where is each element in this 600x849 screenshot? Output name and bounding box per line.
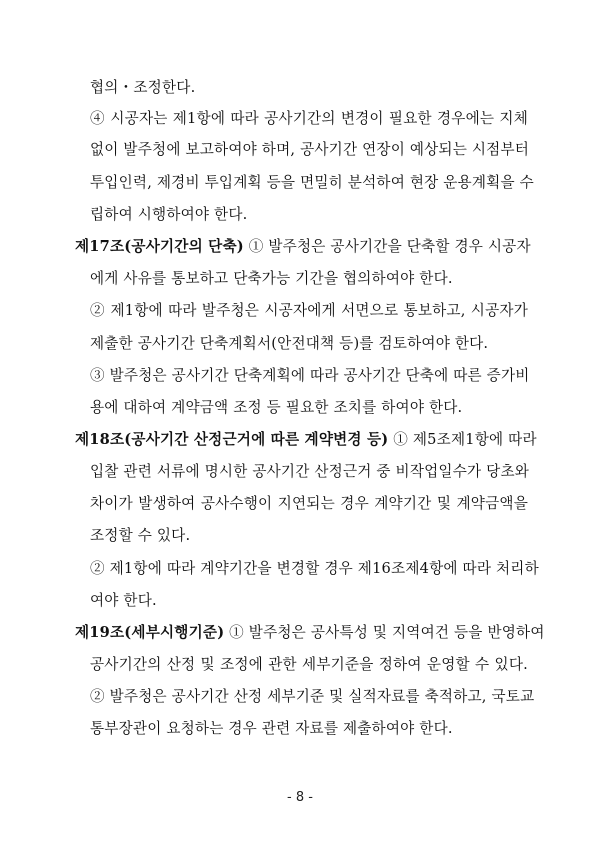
paragraph-line: 립하여 시행하여야 한다. [90, 206, 248, 223]
paragraph-line: 조정할 수 있다. [90, 527, 191, 544]
paragraph-line: 통부장관이 요청하는 경우 관련 자료를 제출하여야 한다. [90, 720, 453, 737]
article-19-title: 제19조(세부시행기준) [75, 624, 225, 641]
page-number: - 8 - [287, 790, 313, 805]
paragraph-line: 여야 한다. [90, 592, 157, 609]
paragraph-line: 에게 사유를 통보하고 단축가능 기간을 협의하여야 한다. [90, 270, 453, 287]
paragraph-line: 투입인력, 제경비 투입계획 등을 면밀히 분석하여 현장 운용계획을 수 [90, 174, 534, 191]
paragraph-line: ① 발주청은 공사특성 및 지역여건 등을 반영하여 [224, 624, 545, 641]
paragraph-line: ② 발주청은 공사기간 산정 세부기준 및 실적자료를 축적하고, 국토교 [90, 688, 535, 705]
paragraph-line: 협의・조정한다. [90, 79, 196, 96]
paragraph-line: 용에 대하여 계약금액 조정 등 필요한 조치를 하여야 한다. [90, 399, 463, 416]
paragraph-line: ② 제1항에 따라 계약기간을 변경할 경우 제16조제4항에 따라 처리하 [90, 560, 539, 577]
paragraph-line: ① 발주청은 공사기간을 단축할 경우 시공자 [243, 238, 531, 255]
paragraph-line: 제출한 공사기간 단축계획서(안전대책 등)를 검토하여야 한다. [90, 335, 489, 352]
article-18-title: 제18조(공사기간 산정근거에 따른 계약변경 등) [75, 431, 389, 448]
paragraph-line: ① 제5조제1항에 따라 [388, 431, 537, 448]
article-18-heading-line [75, 430, 537, 450]
paragraph-line: ③ 발주청은 공사기간 단축계획에 따라 공사기간 단축에 따른 증가비 [90, 367, 530, 384]
paragraph-line: 공사기간의 산정 및 조정에 관한 세부기준을 정하여 운영할 수 있다. [90, 656, 528, 673]
article-17-heading-line [75, 237, 531, 257]
paragraph-line: 차이가 발생하여 공사수행이 지연되는 경우 계약기간 및 계약금액을 [90, 495, 528, 512]
paragraph-line: ④ 시공자는 제1항에 따라 공사기간의 변경이 필요한 경우에는 지체 [90, 110, 528, 127]
paragraph-line: 없이 발주청에 보고하여야 하며, 공사기간 연장이 예상되는 시점부터 [90, 141, 530, 158]
article-17-title: 제17조(공사기간의 단축) [75, 238, 244, 255]
paragraph-line: ② 제1항에 따라 발주청은 시공자에게 서면으로 통보하고, 시공자가 [90, 302, 528, 319]
article-19-heading-line [75, 623, 545, 643]
paragraph-line: 입찰 관련 서류에 명시한 공사기간 산정근거 중 비작업일수가 당초와 [90, 463, 530, 480]
